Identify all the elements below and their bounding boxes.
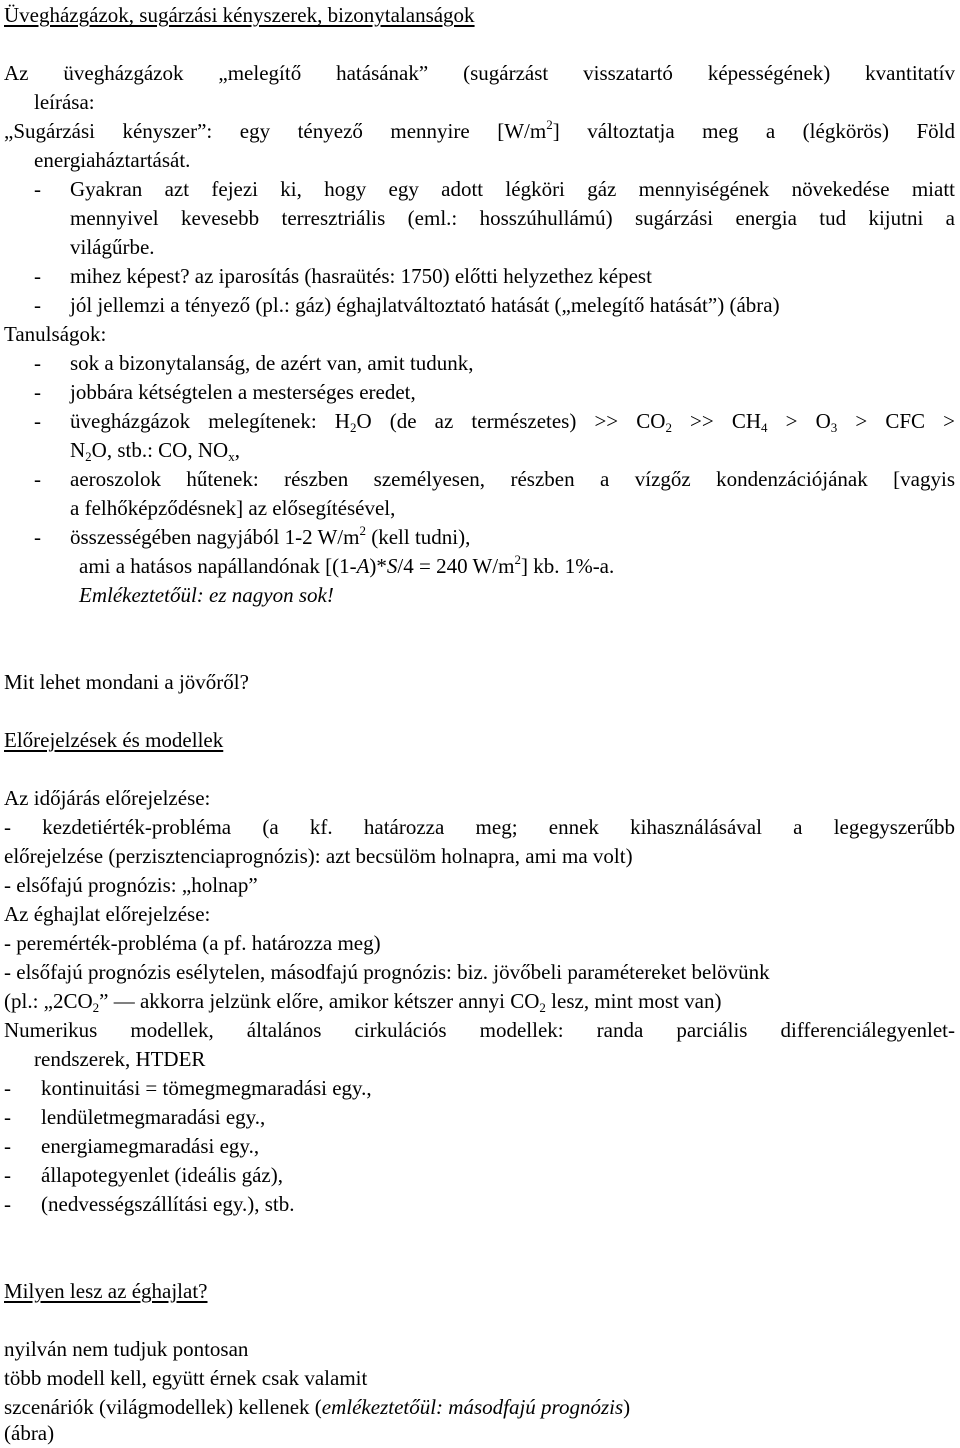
bullet-1-line-2: mennyivel kevesebb terresztriális (eml.: hosszúhullámú) sugárzási energia tud kijutni a [70,206,955,230]
definition-line-1: „Sugárzási kényszer”: egy tényező mennyire $[W/m^2]$ változtatja meg a (légkörös) Föld [4,117,955,143]
bullet-dash: - [34,351,41,375]
bullet-1-line-3: világűrbe. [70,235,155,259]
lesson-4-line-1: aeroszolok hűtenek: részben személyesen, részben a vízgőz kondenzációjának [vagyis [70,467,955,491]
bullet-3: jól jellemzi a tényező (pl.: gáz) éghajlatváltoztató hatását („melegítő hatását”) (ábra) [70,293,780,317]
bullet-dash: - [34,264,41,288]
future-question: Mit lehet mondani a jövőről? [4,670,249,694]
bullet-dash: - [4,1134,11,1158]
numeric-models-line-1: Numerikus modellek, általános cirkulációs modellek: randa parciális differenciálegyenlet- [4,1018,955,1042]
climate-item-1: - peremérték-probléma (a pf. határozza meg) [4,931,381,955]
bullet-dash: - [34,467,41,491]
lesson-2: jobbára kétségtelen a mesterséges eredet, [70,380,416,404]
bullet-dash: - [34,525,41,549]
weather-item-1-line-1: - kezdetiérték-probléma (a kf. határozza meg; ennek kihasználásával a legegyszerűbb [4,815,955,839]
bullet-1-line-1: Gyakran azt fejezi ki, hogy egy adott légköri gáz mennyiségének növekedése miatt [70,177,955,201]
section-title-forecasts: Előrejelzések és modellek [4,728,224,752]
section-title-greenhouse: Üvegházgázok, sugárzási kényszerek, bizonytalanságok [4,3,475,27]
lesson-1: sok a bizonytalanság, de azért van, amit tudunk, [70,351,474,375]
section-title-climate: Milyen lesz az éghajlat? [4,1279,208,1303]
equation-item-2: lendületmegmaradási egy., [41,1105,266,1129]
bullet-dash: - [4,1163,11,1187]
lesson-3-line-1: üvegházgázok melegítenek: $H_2O$ (de az természetes) >> $CO_2 >> CH_4 > O_3$ > CFC > [70,409,955,435]
equation-item-5: (nedvességszállítási egy.), stb. [41,1192,295,1216]
reminder-italic: Emlékeztetőül: ez nagyon sok! [79,583,334,607]
intro-line-1: Az üvegházgázok „melegítő hatásának” (sugárzást visszatartó képességének) kvantitatív [4,61,955,85]
climate-item-2: - elsőfajú prognózis esélytelen, másodfajú prognózis: biz. jövőbeli paramétereket belövünk [4,960,770,984]
numeric-models-line-2: rendszerek, HTDER [34,1047,206,1071]
lesson-4-line-2: a felhőképződésnek] az elősegítésével, [70,496,396,520]
weather-forecast-heading: Az időjárás előrejelzése: [4,786,211,810]
lesson-3-line-2: $N_2O$, stb.: CO, $NO_x$, [70,438,240,464]
climate-paragraph-3: szcenáriók (világmodellek) kellenek (emlékeztetőül: másodfajú prognózis) [4,1395,631,1419]
intro-line-2: leírása: [34,90,95,114]
equation-item-4: állapotegyenlet (ideális gáz), [41,1163,283,1187]
bullet-dash: - [34,293,41,317]
bullet-dash: - [34,380,41,404]
climate-item-3: (pl.: $„2CO_2$” — akkorra jelzünk előre, amikor kétszer annyi $CO_2$ lesz, mint most van) [4,989,722,1015]
bullet-dash: - [4,1105,11,1129]
bullet-2: mihez képest? az iparosítás (hasraütés: 1750) előtti helyzethez képest [70,264,652,288]
definition-line-2: energiaháztartását. [34,148,191,172]
bullet-dash: - [34,409,41,433]
equation-item-1: kontinuitási = tömegmegmaradási egy., [41,1076,372,1100]
climate-paragraph-4: (ábra) [4,1421,55,1445]
lesson-6: ami a hatásos napállandónak [(1-A)*S/4 = 240 $W/m^2$] kb. 1%-a. [79,552,615,578]
lessons-heading: Tanulságok: [4,322,107,346]
equation-item-3: energiamegmaradási egy., [41,1134,260,1158]
weather-item-2: - elsőfajú prognózis: „holnap” [4,873,258,897]
bullet-dash: - [4,1076,11,1100]
climate-paragraph-2: több modell kell, együtt érnek csak valamit [4,1366,368,1390]
climate-paragraph-1: nyilván nem tudjuk pontosan [4,1337,249,1361]
bullet-dash: - [34,177,41,201]
bullet-dash: - [4,1192,11,1216]
weather-item-1-line-2: előrejelzése (perzisztenciaprognózis): azt becsülöm holnapra, ami ma volt) [4,844,633,868]
lesson-5: összességében nagyjából 1-2 $W/m^2$ (kell tudni), [70,523,471,549]
climate-forecast-heading: Az éghajlat előrejelzése: [4,902,211,926]
